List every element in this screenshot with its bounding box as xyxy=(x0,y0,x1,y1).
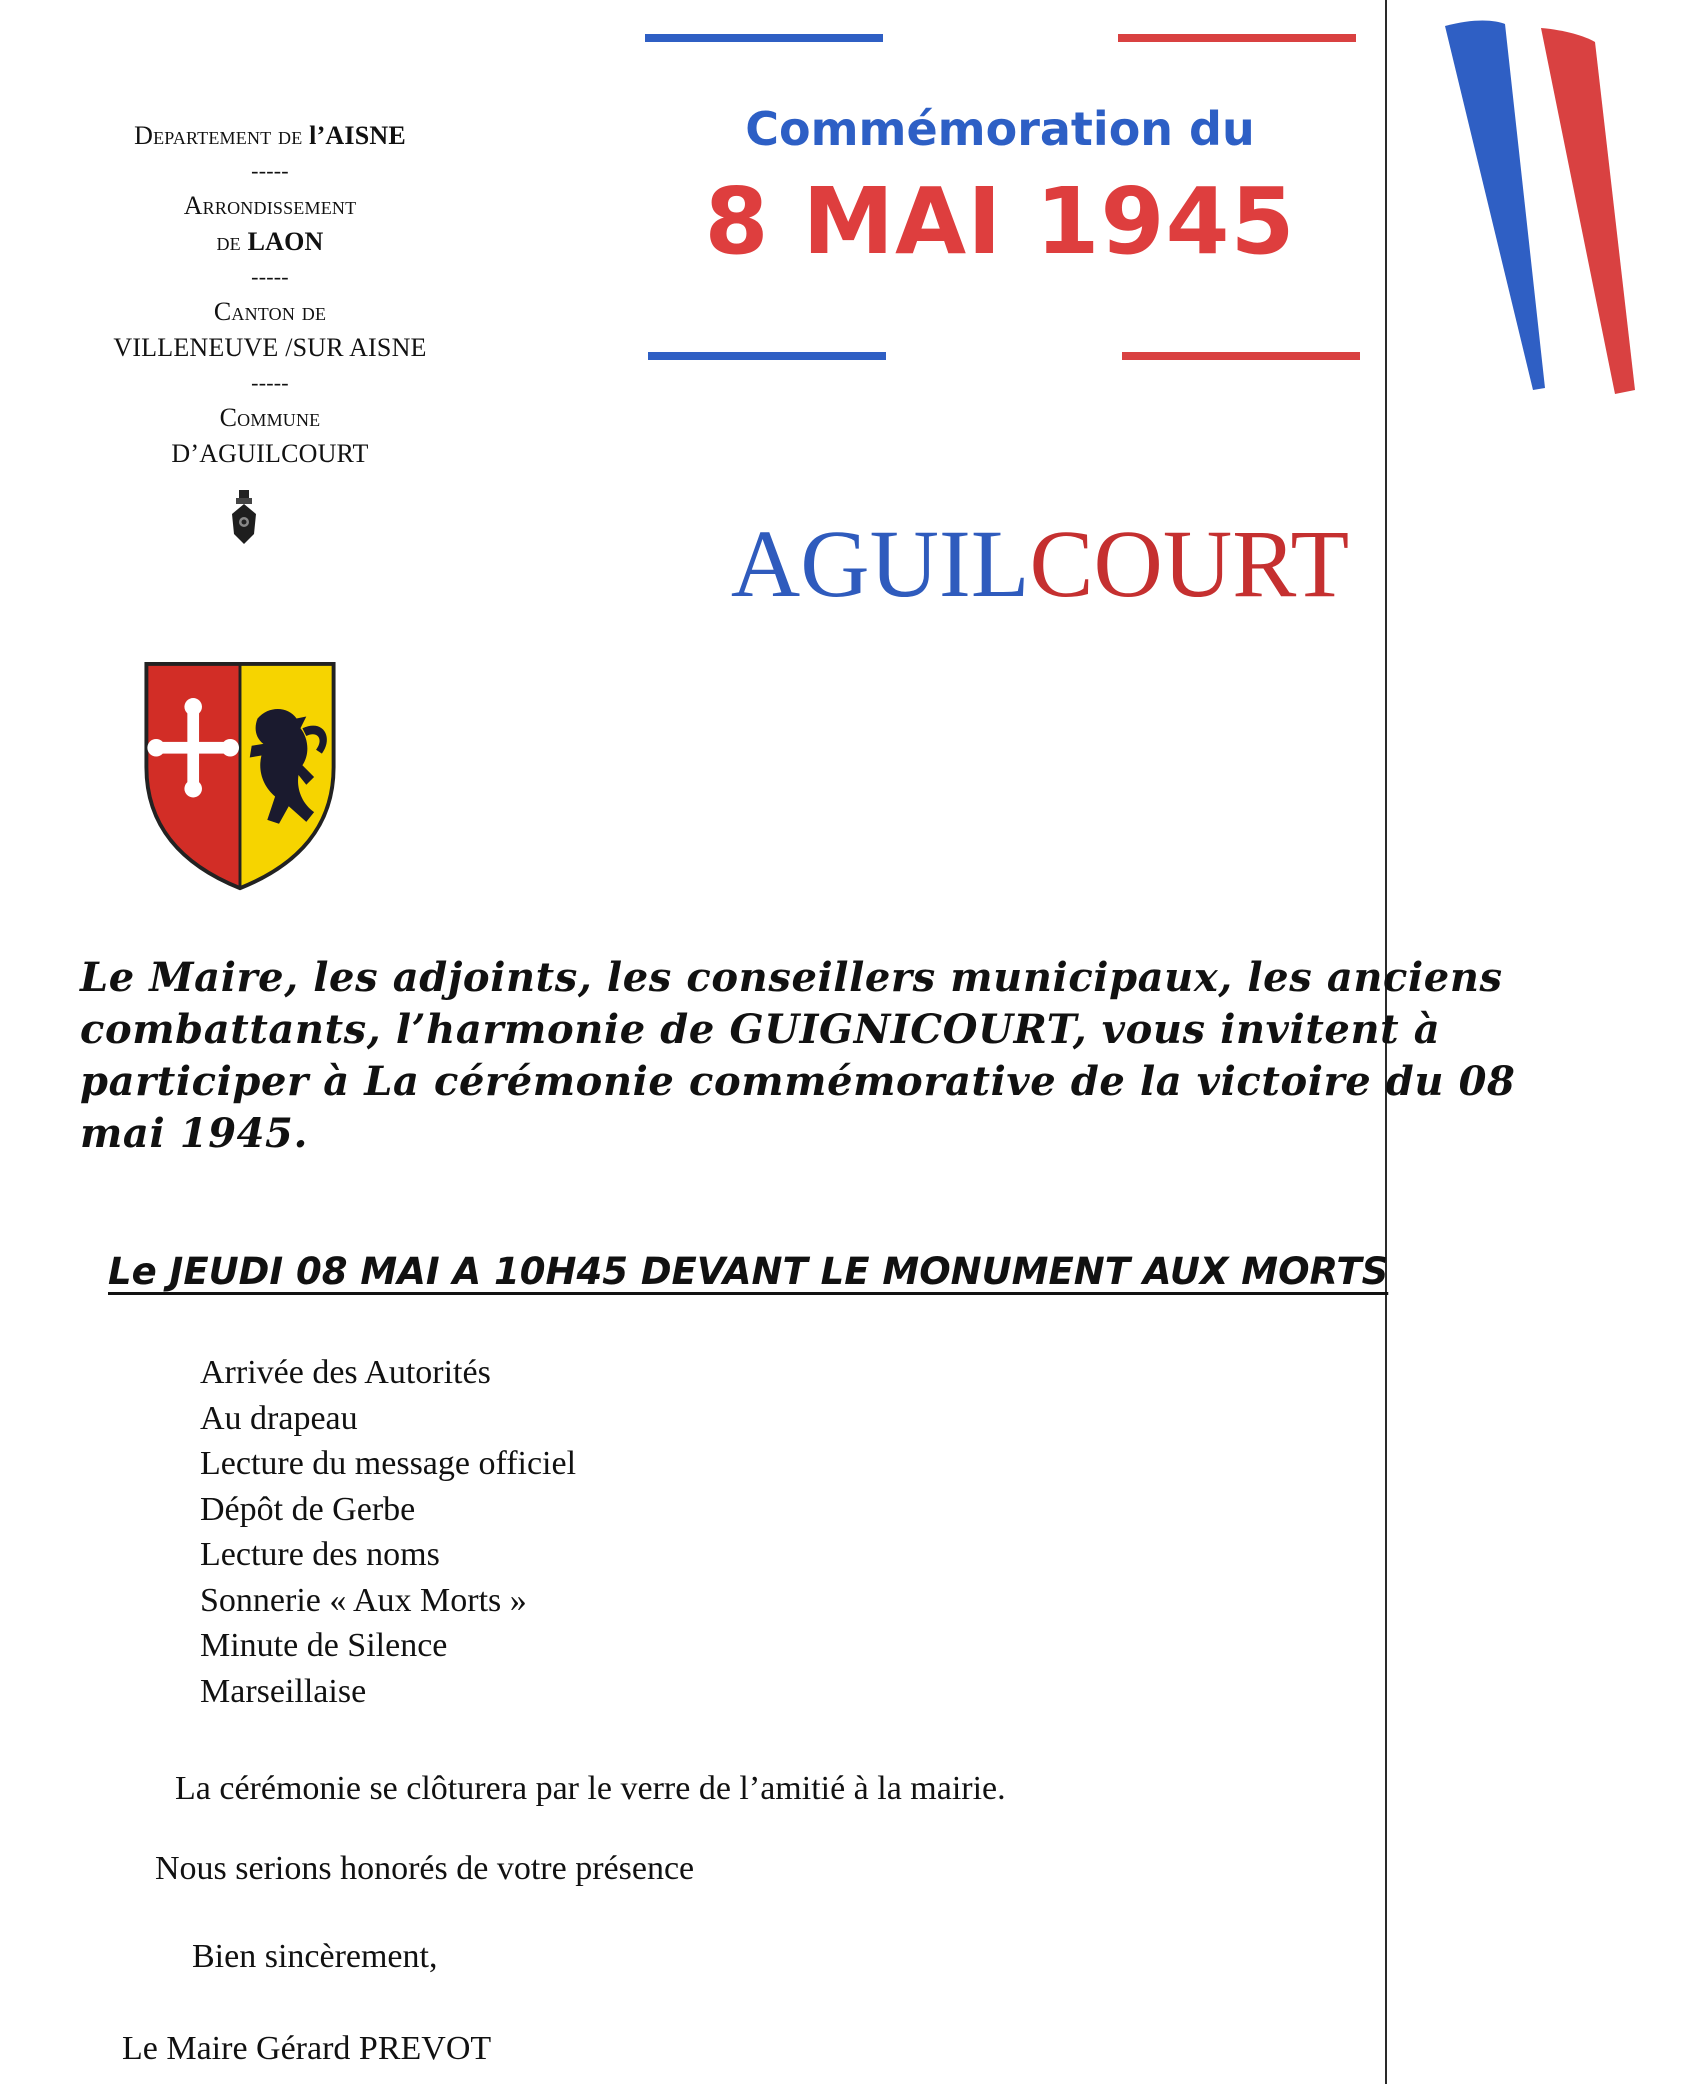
commune-name: D’AGUILCOURT xyxy=(171,439,369,468)
seal-icon xyxy=(226,490,262,546)
honor-note: Nous serions honorés de votre présence xyxy=(155,1850,695,1887)
canton-label: Canton de xyxy=(213,297,327,326)
separator: ----- xyxy=(251,370,289,395)
banner-rule-bottom-blue xyxy=(648,352,886,360)
commemoration-date: 8 MAI 1945 xyxy=(704,168,1296,275)
regards: Bien sincèrement, xyxy=(192,1938,438,1975)
closing-note: La cérémonie se clôturera par le verre de l’amitié à la mairie. xyxy=(175,1770,1006,1807)
separator: ----- xyxy=(251,264,289,289)
canton-name: VILLENEUVE /SUR AISNE xyxy=(113,333,427,362)
french-flag-ribbon-icon xyxy=(1445,18,1645,398)
separator: ----- xyxy=(251,158,289,183)
banner-rule-bottom-red xyxy=(1122,352,1360,360)
event-date-time: Le JEUDI 08 MAI A 10H45 DEVANT LE MONUMENT AUX MORTS xyxy=(108,1250,1389,1293)
program-item: Lecture du message officiel xyxy=(200,1445,577,1482)
program-item: Au drapeau xyxy=(200,1399,358,1437)
program-item: Minute de Silence xyxy=(200,1627,448,1664)
invitation-paragraph: Le Maire, les adjoints, les conseillers municipaux, les anciens combattants, l’harmonie de GUIGNICOURT, vous invitent à participer à La cérémonie commémorative de la victoire du 08 mai 1945. xyxy=(80,954,1516,1157)
commemoration-subtitle: Commémoration du xyxy=(745,102,1255,156)
department-line: Departement de l’AISNE xyxy=(134,121,406,150)
town-name xyxy=(640,508,1440,619)
banner-rule-top-blue xyxy=(645,34,883,42)
signature: Le Maire Gérard PREVOT xyxy=(122,2030,492,2067)
program-item: Arrivée des Autorités xyxy=(200,1354,491,1391)
town-name-blue: AGUIL xyxy=(730,510,1030,617)
arrondissement-line: de LAON xyxy=(216,227,324,256)
program-item: Lecture des noms xyxy=(200,1536,440,1573)
program-item: Dépôt de Gerbe xyxy=(200,1490,416,1528)
coat-of-arms-icon xyxy=(140,660,340,894)
program-item: Sonnerie « Aux Morts » xyxy=(200,1581,527,1619)
ceremony-program xyxy=(200,1350,576,1714)
banner-rule-top-red xyxy=(1118,34,1356,42)
arrondissement-label: Arrondissement xyxy=(183,191,357,220)
administrative-header xyxy=(40,118,500,472)
town-name-red: COURT xyxy=(1029,510,1350,617)
commune-label: Commune xyxy=(219,403,321,432)
program-item: Marseillaise xyxy=(200,1672,367,1710)
